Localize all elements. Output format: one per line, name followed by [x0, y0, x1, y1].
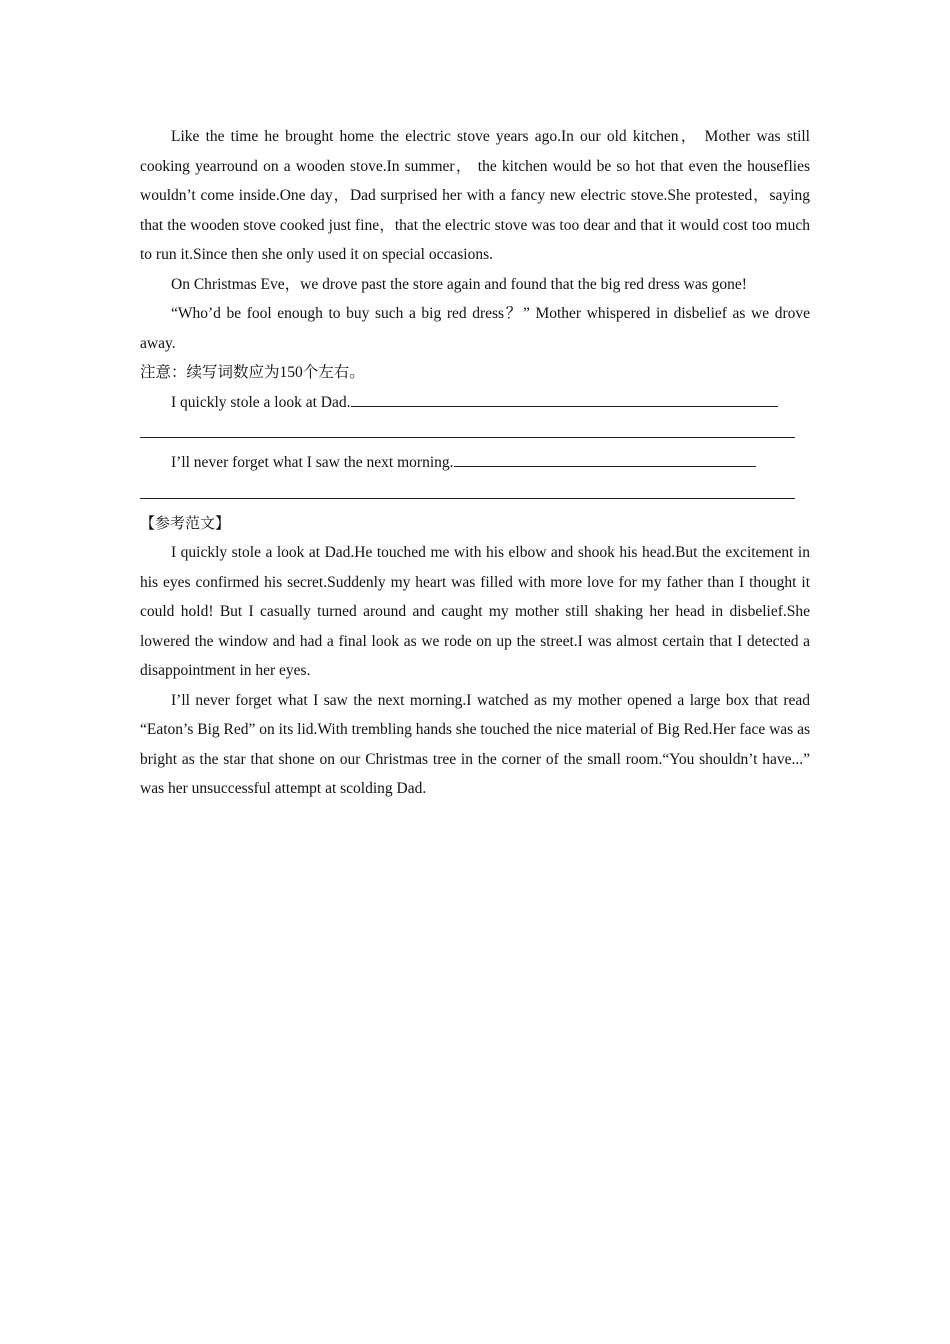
writing-prompt-1: [140, 388, 810, 418]
answer-blank-2b[interactable]: [140, 478, 795, 499]
reference-paragraph-2: I’ll never forget what I saw the next morning.I watched as my mother opened a large box that read “Eaton’s Big Red” on its lid.With trembling hands she touched the nice material of Big Red.Her face was as bright as the star that shone on our Christmas tree in the corner of the small room.“You shouldn’t have...” was her unsuccessful attempt at scolding Dad.: [140, 691, 811, 797]
answer-blank-1b[interactable]: [140, 417, 795, 438]
story-paragraph-2: On Christmas Eve，we drove past the store again and found that the big red dress was gone!: [171, 275, 747, 293]
writing-prompt-2-text: I’ll never forget what I saw the next morning.: [171, 454, 454, 471]
reference-heading: 【参考范文】: [140, 513, 231, 532]
writing-prompt-1-text: I quickly stole a look at Dad.: [171, 393, 351, 411]
story-paragraph-1: Like the time he brought home the electric stove years ago.In our old kitchen， Mother was still cooking yearround on a wooden stove.In summer， the kitchen would be so hot that even the houseflies wouldn’t come inside.One day，Dad surprised her with a fancy new electric stove.She protested，saying that the wooden stove cooked just fine，that the electric stove was too dear and that it would cost too much to run it.Since then she only used it on special occasions.: [140, 128, 810, 263]
word-count-note: 注意：续写词数应为150个左右。: [140, 364, 365, 381]
reference-paragraph-1: I quickly stole a look at Dad.He touched me with his elbow and shook his head.But the excitement in his eyes confirmed his secret.Suddenly my heart was filled with more love for my father than I thought it could hold! But I casually turned around and caught my mother still shaking her head in disbelief.She lowered the window and had a final look as we rode on up the street.I was almost certain that I detected a disappointment in her eyes.: [140, 544, 810, 679]
story-paragraph-3: “Who’d be fool enough to buy such a big red dress？” Mother whispered in disbelief as we drove away.: [140, 305, 810, 352]
answer-blank-1a[interactable]: [351, 388, 778, 407]
document-page: [140, 122, 810, 804]
answer-blank-2a[interactable]: [454, 448, 756, 467]
writing-prompt-2: [140, 448, 810, 478]
